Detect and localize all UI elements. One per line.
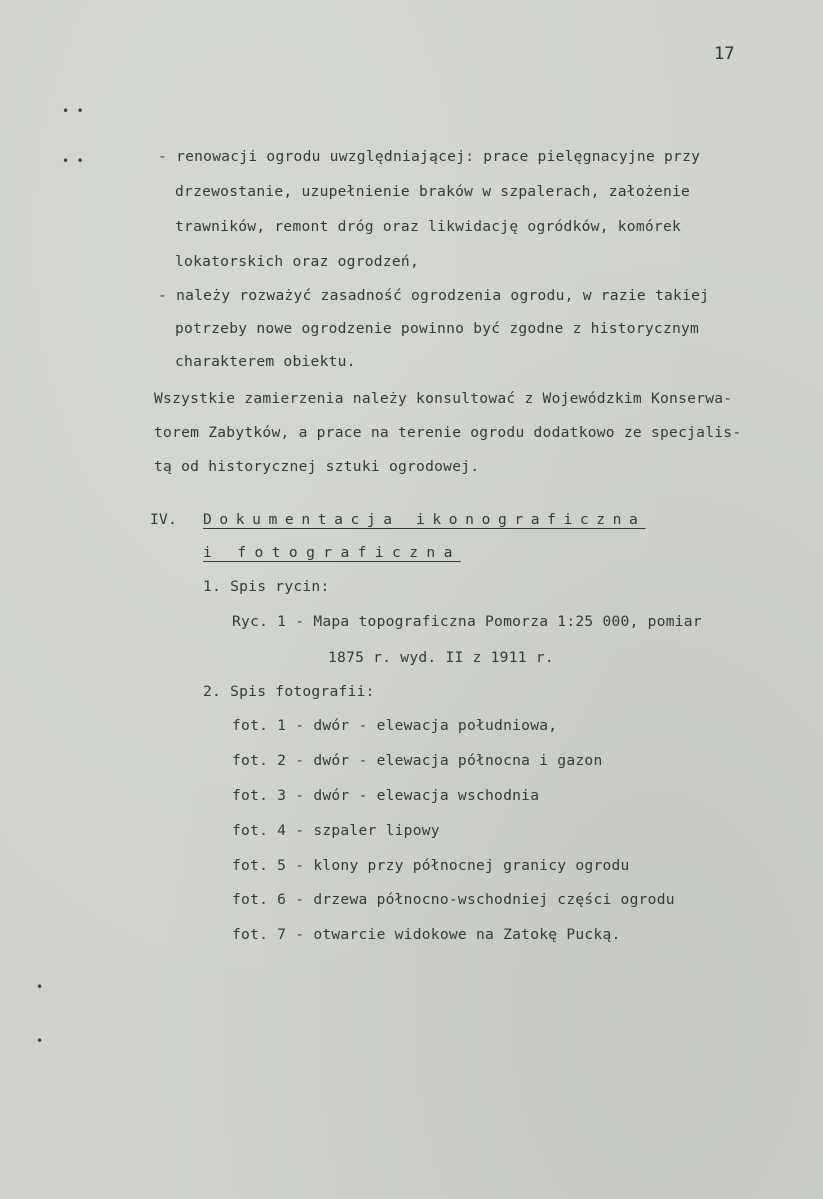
paragraph-line: potrzeby nowe ogrodzenie powinno być zgodne z historycznym bbox=[175, 320, 700, 337]
paragraph-line: - renowacji ogrodu uwzględniającej: prace pielęgnacyjne przy bbox=[158, 148, 701, 165]
photo-item: fot. 1 - dwór - elewacja południowa, bbox=[232, 717, 558, 734]
page-number: 17 bbox=[714, 44, 735, 64]
rycin-item-continued: 1875 r. wyd. II z 1911 r. bbox=[328, 649, 554, 666]
paragraph-line: tą od historycznej sztuki ogrodowej. bbox=[154, 458, 480, 475]
photo-item: fot. 7 - otwarcie widokowe na Zatokę Pucką. bbox=[232, 926, 621, 943]
photo-item: fot. 5 - klony przy północnej granicy ogrodu bbox=[232, 857, 630, 874]
section-heading-continued: i fotograficzna bbox=[203, 544, 461, 561]
paragraph-line: drzewostanie, uzupełnienie braków w szpalerach, założenie bbox=[175, 183, 691, 200]
rycin-item: Ryc. 1 - Mapa topograficzna Pomorza 1:25 000, pomiar bbox=[232, 613, 702, 630]
photo-item: fot. 6 - drzewa północno-wschodniej części ogrodu bbox=[232, 891, 675, 908]
section-heading: Dokumentacja ikonograficzna bbox=[203, 511, 646, 528]
fotografii-list-label: 2. Spis fotografii: bbox=[203, 683, 375, 700]
margin-mark: • • bbox=[62, 154, 84, 168]
margin-mark: • • bbox=[62, 104, 84, 118]
photo-item: fot. 3 - dwór - elewacja wschodnia bbox=[232, 787, 540, 804]
margin-mark: • bbox=[36, 980, 44, 994]
paragraph-line: torem Zabytków, a prace na terenie ogrodu dodatkowo ze specjalis- bbox=[154, 424, 742, 441]
paragraph-line: Wszystkie zamierzenia należy konsultować z Wojewódzkim Konserwa- bbox=[154, 390, 733, 407]
paragraph-line: trawników, remont dróg oraz likwidację ogródków, komórek bbox=[175, 218, 682, 235]
photo-item: fot. 2 - dwór - elewacja północna i gazon bbox=[232, 752, 603, 769]
paragraph-line: lokatorskich oraz ogrodzeń, bbox=[175, 253, 419, 270]
photo-item: fot. 4 - szpaler lipowy bbox=[232, 822, 440, 839]
margin-mark: • bbox=[36, 1034, 44, 1048]
rycin-list-label: 1. Spis rycin: bbox=[203, 578, 330, 595]
section-number: IV. bbox=[150, 511, 178, 528]
paragraph-line: charakterem obiektu. bbox=[175, 353, 356, 370]
paragraph-line: - należy rozważyć zasadność ogrodzenia ogrodu, w razie takiej bbox=[158, 287, 710, 304]
